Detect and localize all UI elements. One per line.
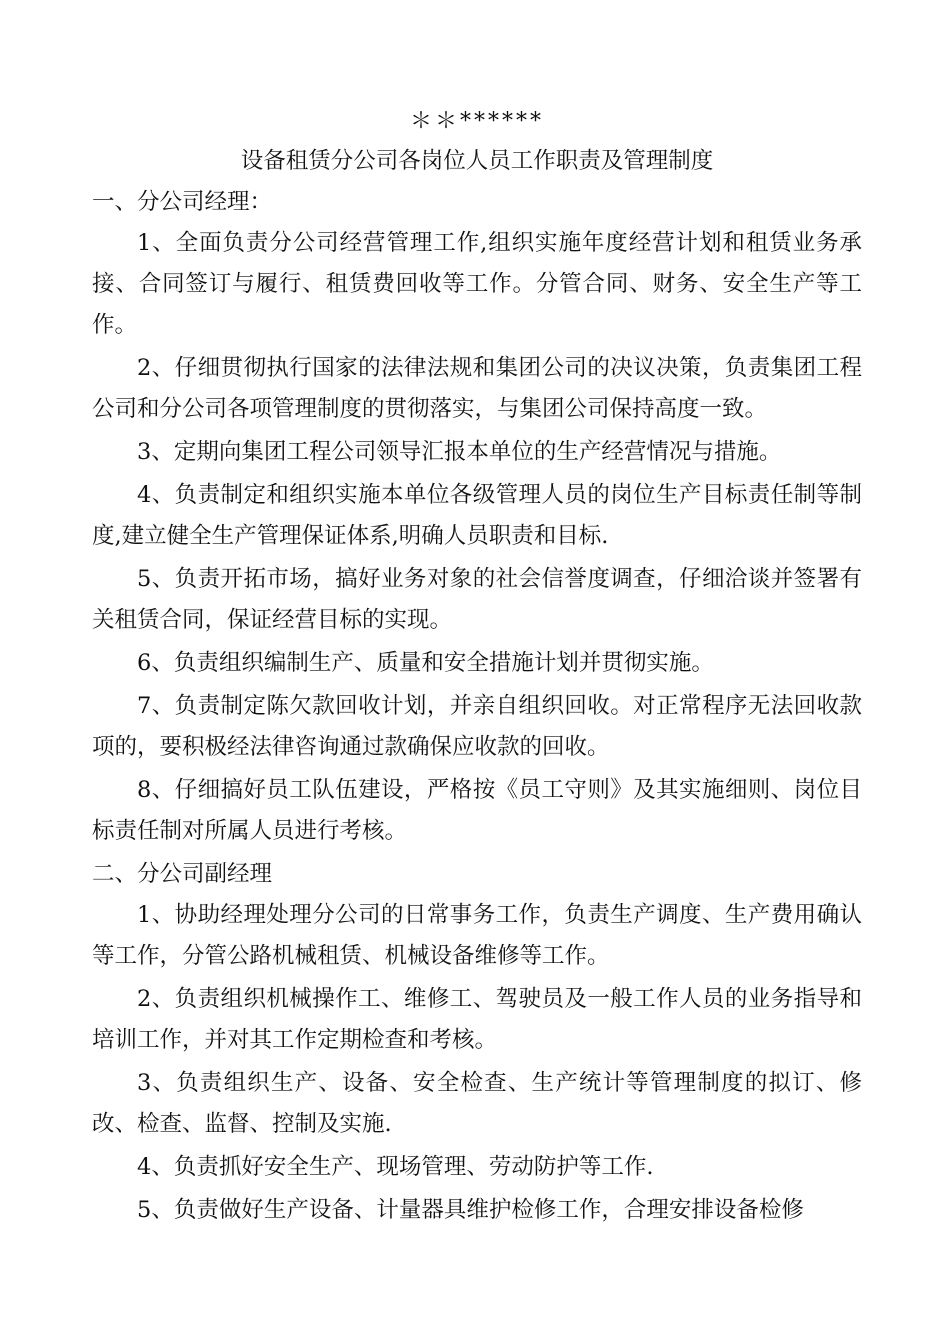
paragraph: 3、定期向集团工程公司领导汇报本单位的生产经营情况与措施。 <box>137 439 782 465</box>
paragraph: 5、负责做好生产设备、计量器具维护检修工作，合理安排设备检修 <box>137 1197 804 1223</box>
document-body <box>92 102 862 1233</box>
paragraph: 3、负责组织生产、设备、安全检查、生产统计等管理制度的拟订、修改、检查、监督、控制及实施. <box>92 1070 862 1137</box>
paragraph: 4、负责抓好安全生产、现场管理、劳动防护等工作. <box>137 1154 654 1180</box>
document-title: 设备租赁分公司各岗位人员工作职责及管理制度 <box>240 148 714 174</box>
paragraph: 1、协助经理处理分公司的日常事务工作，负责生产调度、生产费用确认等工作，分管公路机械租赁、机械设备维修等工作。 <box>92 902 862 969</box>
paragraph: 2、仔细贯彻执行国家的法律法规和集团公司的决议决策，负责集团工程公司和分公司各项管理制度的贯彻落实，与集团公司保持高度一致。 <box>92 355 862 422</box>
paragraph: 1、全面负责分公司经营管理工作,组织实施年度经营计划和租赁业务承接、合同签订与履行、租赁费回收等工作。分管合同、财务、安全生产等工作。 <box>92 230 862 338</box>
section-heading-deputy-manager: 二、分公司副经理 <box>92 861 273 887</box>
paragraph: 7、负责制定陈欠款回收计划，并亲自组织回收。对正常程序无法回收款项的，要积极经法律咨询通过款确保应收款的回收。 <box>92 693 862 760</box>
section-heading-manager: 一、分公司经理： <box>92 189 273 215</box>
paragraph: 2、负责组织机械操作工、维修工、驾驶员及一般工作人员的业务指导和培训工作，并对其工作定期检查和考核。 <box>92 986 862 1053</box>
paragraph: 8、仔细搞好员工队伍建设，严格按《员工守则》及其实施细则、岗位目标责任制对所属人员进行考核。 <box>92 777 862 844</box>
paragraph: 5、负责开拓市场，搞好业务对象的社会信誉度调查，仔细洽谈并签署有关租赁合同，保证经营目标的实现。 <box>92 566 862 633</box>
paragraph: 6、负责组织编制生产、质量和安全措施计划并贯彻实施。 <box>137 650 714 676</box>
paragraph: 4、负责制定和组织实施本单位各级管理人员的岗位生产目标责任制等制度,建立健全生产管理保证体系,明确人员职责和目标. <box>92 482 862 549</box>
header-marks: ＊＊****** <box>409 109 544 134</box>
